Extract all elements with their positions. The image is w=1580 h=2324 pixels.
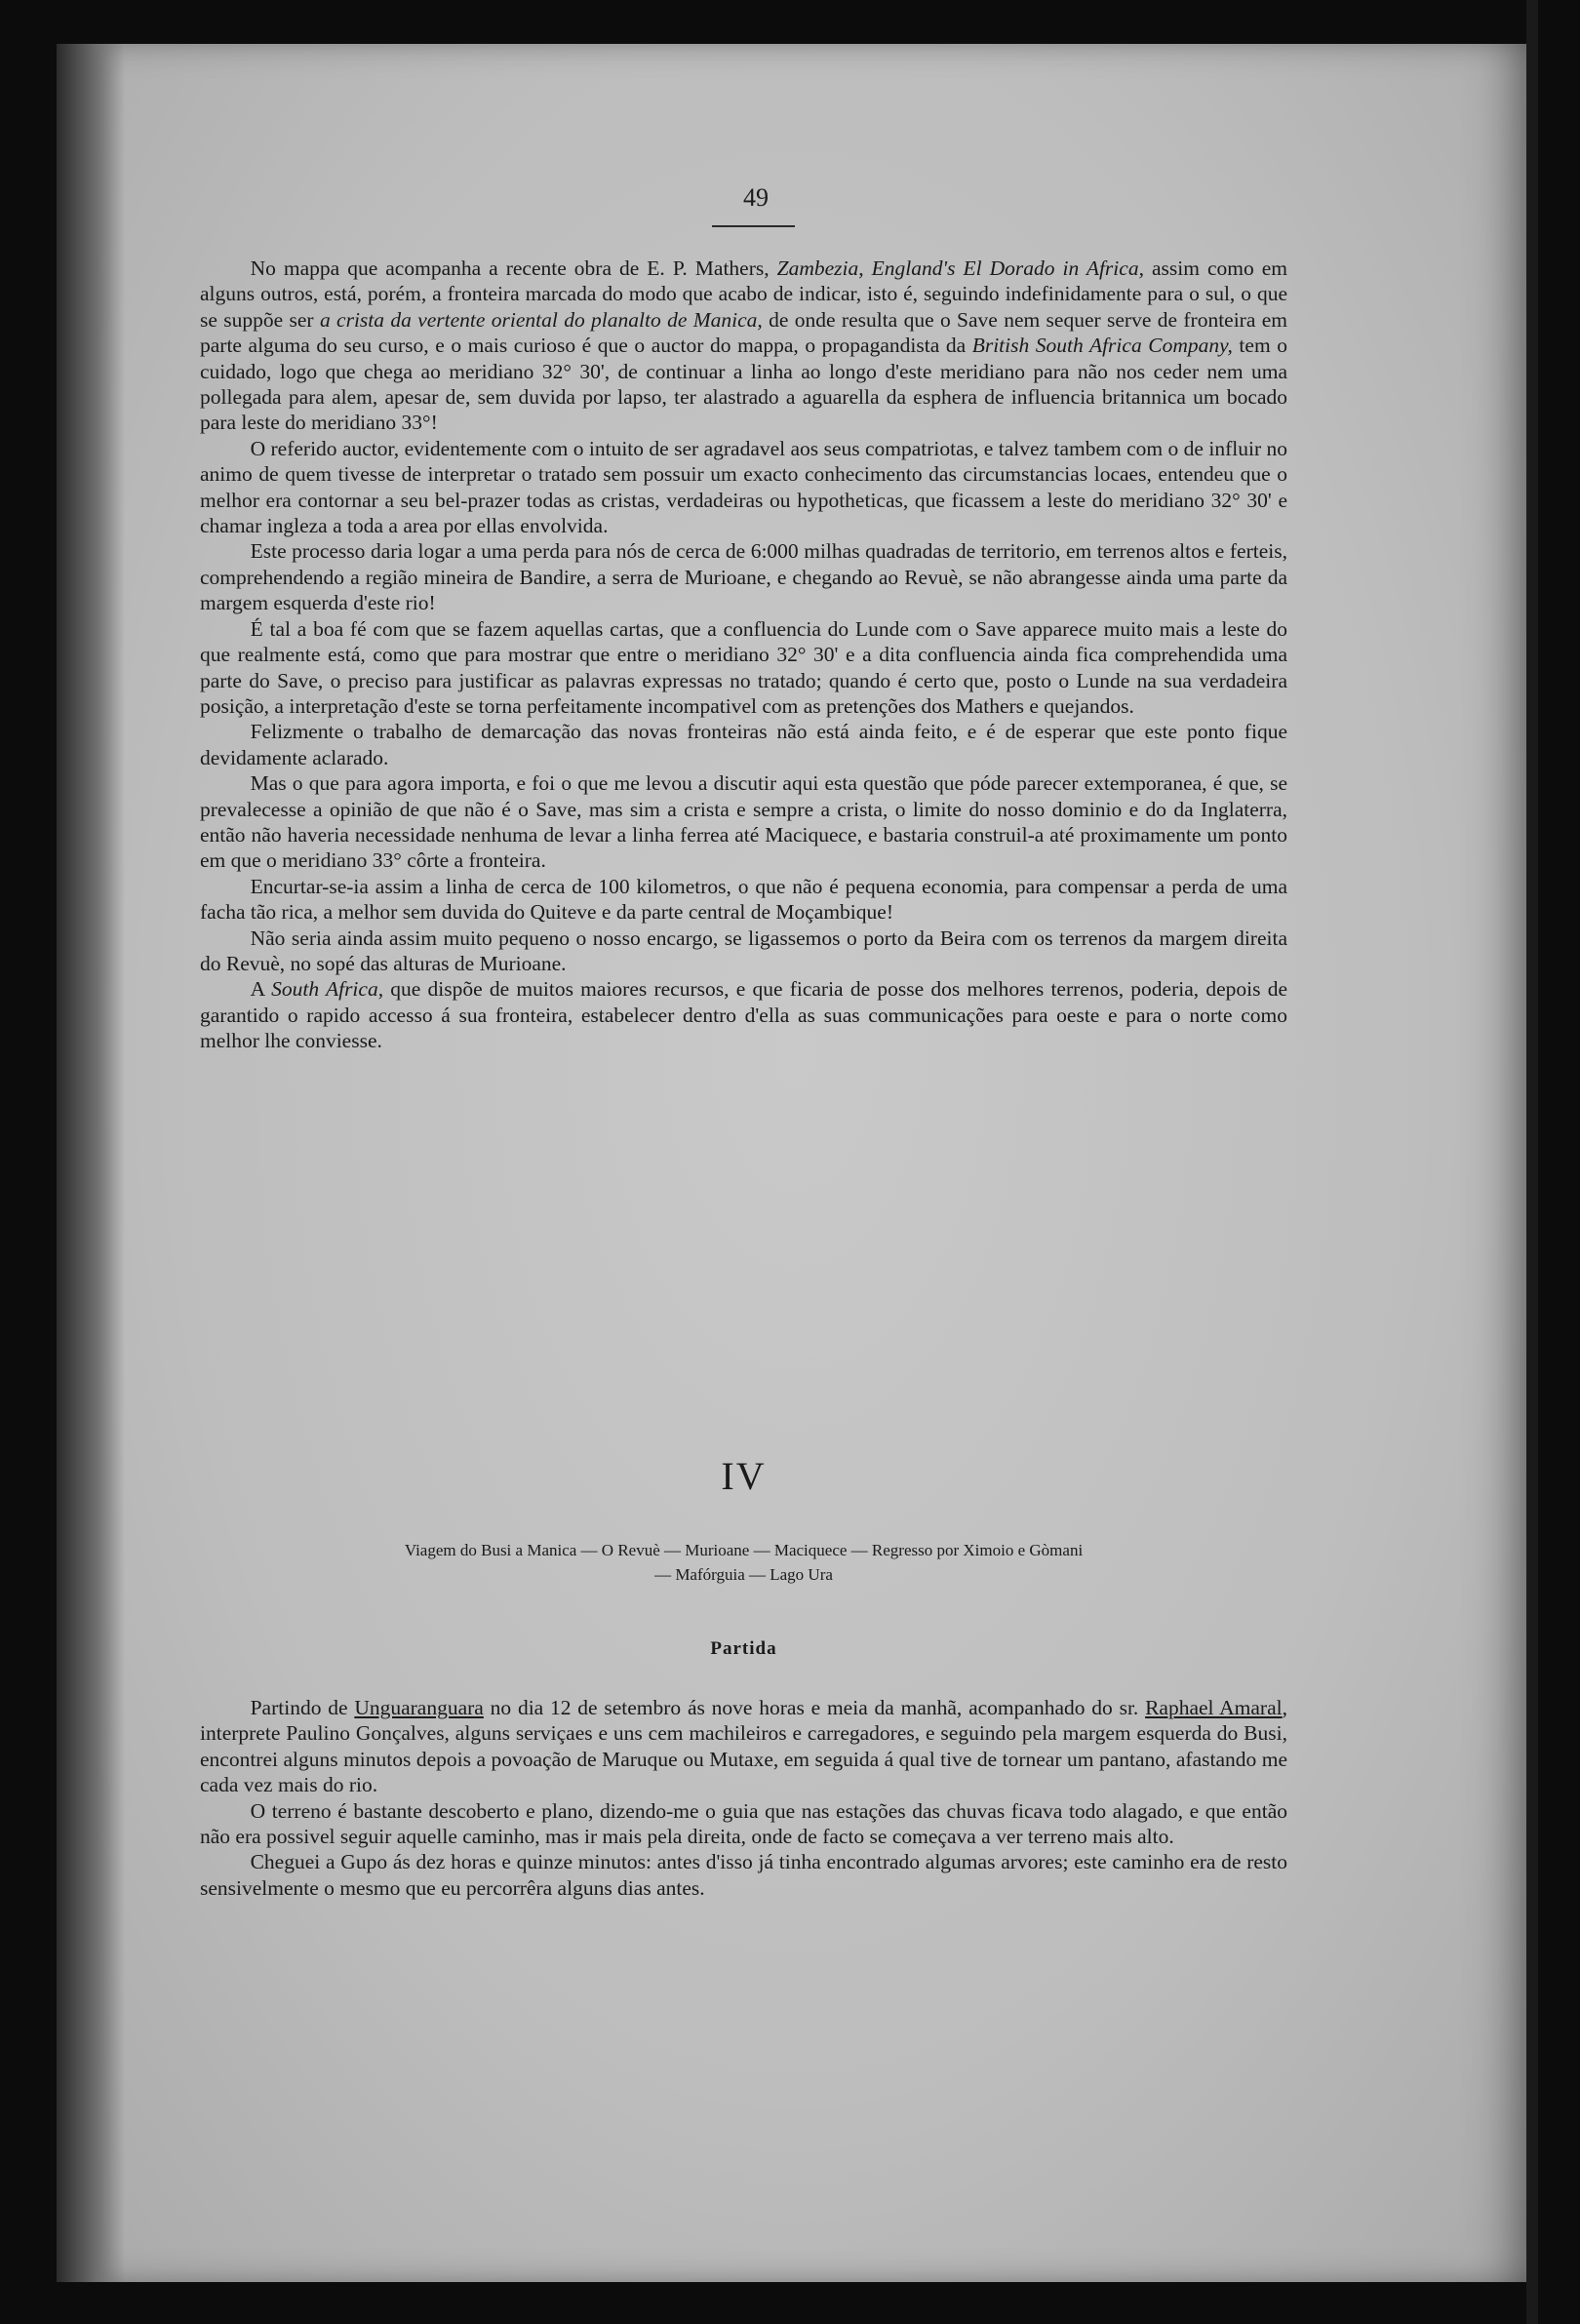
text-run: Partindo de: [250, 1696, 355, 1719]
text-run: Cheguei a Gupo ás dez horas e quinze minutos: antes d'isso já tinha encontrado algumas arvores; este caminho era de resto sensivelmente o mesmo que eu percorrêra alguns dias antes.: [200, 1850, 1287, 1900]
text-run: O referido auctor, evidentemente com o intuito de ser agradavel aos seus compatriotas, e talvez tambem com o de influir no animo de quem tivesse de interpretar o tratado sem possuir um exacto conhecimento das circumstancias locaes, entendeu que o melhor era contornar a seu bel-prazer todas as cristas, verdadeiras ou hypotheticas, que ficassem a leste do meridiano 32° 30' e chamar ingleza a toda a area por ellas envolvida.: [200, 436, 1287, 538]
text-run: O terreno é bastante descoberto e plano, dizendo-me o guia que nas estações das chuvas ficava todo alagado, e que então não era possivel seguir aquelle caminho, mas ir mais pela direita, onde de facto se começava a ver terreno mais alto.: [200, 1798, 1287, 1849]
chapter-numeral: IV: [721, 1454, 767, 1498]
text-run: É tal a boa fé com que se fazem aquellas cartas, que a confluencia do Lunde com o Save apparece muito mais a leste do que realmente está, como que para mostrar que entre o meridiano 32° 30' e a dita confluencia ainda fica comprehendida uma parte do Save, o preciso para justificar as palavras expressas no tratado; quando é certo que, posto o Lunde na sua verdadeira posição, a interpretação d'este se torna perfeitamente incompativel com as pretenções dos Mathers e quejandos.: [200, 616, 1287, 718]
paragraph: [200, 1849, 1287, 1901]
book-binding-shadow: [57, 44, 125, 2282]
text-run: tem o cuidado, logo que chega ao meridiano 32° 30', de continuar a linha ao longo d'este meridiano para não nos ceder nem uma pollegada para alem, apesar de, sem duvida por lapso, ter alastrado a aguarella da esphera de influencia britannica um bocado para leste do meridiano 33°!: [200, 334, 1287, 435]
text-run: Não seria ainda assim muito pequeno o nosso encargo, se ligassemos o porto da Beira com os terrenos da margem direita do Revuè, no sopé das alturas de Murioane.: [200, 926, 1287, 975]
text-run: A: [250, 977, 272, 1002]
page-number-rule: [712, 225, 795, 227]
paragraph: [200, 436, 1287, 539]
underlined-text: Unguaranguara: [354, 1696, 484, 1719]
chapter-summary-line: — Mafórguia — Lago Ura: [654, 1565, 833, 1584]
text-run: Encurtar-se-ia assim a linha de cerca de 100 kilometros, o que não é pequena economia, para compensar a perda de uma facha tão rica, a melhor sem duvida do Quiteve e da parte central de Moçambique!: [200, 874, 1287, 925]
chapter-summary-line: Viagem do Busi a Manica — O Revuè — Murioane — Maciquece — Regresso por Ximoio e Gòmani: [404, 1541, 1084, 1559]
text-run: Este processo daria logar a uma perda para nós de cerca de 6:000 milhas quadradas de territorio, em terrenos altos e ferteis, comprehendendo a região mineira de Bandire, a serra de Murioane, e chegando ao Revuè, se não abrangesse ainda uma parte da margem esquerda d'este rio!: [200, 539, 1287, 615]
italic-text: South Africa,: [271, 977, 384, 1002]
body-text-bottom: [200, 1695, 1287, 1901]
paragraph: [200, 1798, 1287, 1850]
section-heading: Partida: [710, 1638, 777, 1659]
paragraph: [200, 770, 1287, 874]
paragraph: [200, 719, 1287, 770]
page-edge: [1526, 0, 1538, 2324]
page-number: 49: [743, 183, 769, 212]
paragraph: [200, 926, 1287, 977]
text-run: de onde resulta que o Save nem sequer serve de fronteira em parte alguma do seu curso, e o mais curioso é que o auctor do mappa, o propagandista da: [200, 307, 1287, 358]
paragraph: [200, 616, 1287, 720]
text-run: Mas o que para agora importa, e foi o que me levou a discutir aqui esta questão que póde parecer extemporanea, é que, se prevalecesse a opinião de que não é o Save, mas sim a crista e sempre a crista, o limite do nosso dominio e do da Inglaterra, então não haveria necessidade nenhuma de levar a linha ferrea até Maciquece, e bastaria construil-a até proximamente um ponto em que o meridiano 33° côrte a fronteira.: [200, 771, 1287, 873]
text-run: Felizmente o trabalho de demarcação das novas fronteiras não está ainda feito, e é de esperar que este ponto fique devidamente aclarado.: [200, 720, 1287, 769]
italic-text: British South Africa Company,: [971, 334, 1233, 358]
paragraph: [200, 976, 1287, 1053]
body-text-top: [200, 256, 1287, 1054]
paragraph: [200, 538, 1287, 615]
chapter-summary: [200, 1538, 1287, 1587]
italic-text: Zambezia, England's El Dorado in Africa,: [776, 256, 1144, 280]
paragraph: [200, 256, 1287, 436]
paragraph: [200, 1695, 1287, 1798]
text-run: , interprete Paulino Gonçalves, alguns serviçaes e uns cem machileiros e carregadores, e seguindo pela margem esquerda do Busi, encontrei alguns minutos depois a povoação de Maruque ou Mutaxe, em seguida á qual tive de tornear um pantano, afastando me cada vez mais do rio.: [200, 1696, 1287, 1797]
italic-text: a crista da vertente oriental do planalto de Manica,: [319, 307, 763, 332]
text-run: que dispõe de muitos maiores recursos, e que ficaria de posse dos melhores terrenos, poderia, depois de garantido o rapido accesso á sua fronteira, estabelecer dentro d'ella as suas communicações para oeste e para o norte como melhor lhe conviesse.: [200, 977, 1287, 1053]
underlined-text: Raphael Amaral: [1145, 1696, 1283, 1719]
text-run: No mappa que acompanha a recente obra de E. P. Mathers,: [250, 256, 777, 280]
text-run: assim como em alguns outros, está, porém, a fronteira marcada do modo que acabo de indicar, isto é, seguindo indefinidamente para o sul, o que se suppõe ser: [200, 256, 1287, 332]
paragraph: [200, 874, 1287, 926]
text-run: no dia 12 de setembro ás nove horas e meia da manhã, acompanhado do sr.: [483, 1696, 1146, 1719]
